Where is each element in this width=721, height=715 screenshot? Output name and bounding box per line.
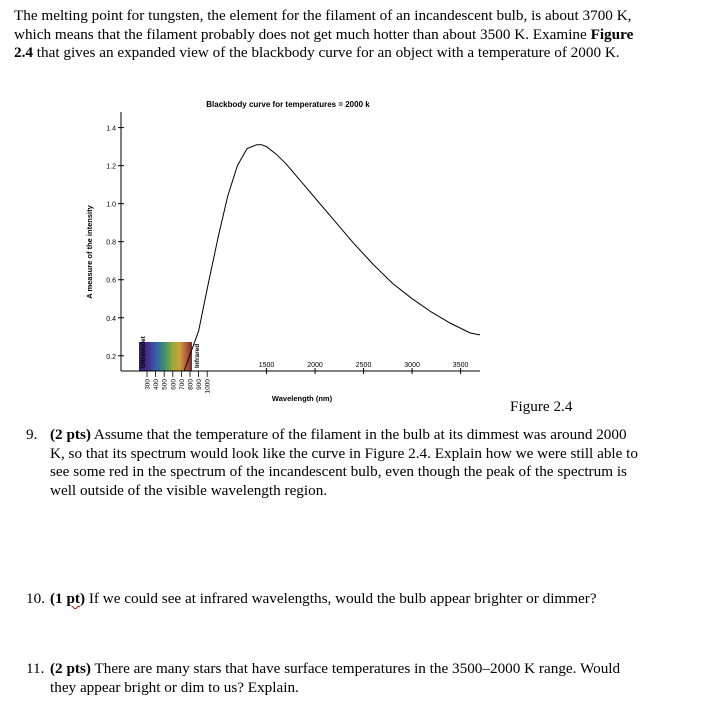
question-points: (2 pts) <box>50 426 91 443</box>
visible-tick-label: 300 <box>144 379 152 390</box>
infrared-label: Infrared <box>194 343 201 368</box>
x-tick-label: 2000 <box>307 362 323 369</box>
question-points: (1 pt) <box>50 590 86 607</box>
ultraviolet-label: Ultraviolet <box>140 336 147 368</box>
blackbody-figure <box>80 92 500 422</box>
visible-tick-label: 1000 <box>204 379 212 394</box>
y-tick-label: 0.2 <box>106 353 116 361</box>
x-tick-label: 3000 <box>404 362 420 369</box>
y-tick-label: 0.6 <box>106 277 116 285</box>
visible-tick-label: 500 <box>161 379 169 390</box>
figure-caption: Figure 2.4 <box>510 398 573 415</box>
visible-tick-label: 800 <box>187 379 195 390</box>
x-axis-title: Wavelength (nm) <box>271 394 333 403</box>
x-tick-label: 1500 <box>258 362 275 369</box>
x-tick-label: 2500 <box>355 362 372 369</box>
y-tick-label: 0.8 <box>106 239 116 247</box>
question-text: Assume that the temperature of the filament in the bulb at its dimmest was around 2000 K, so that its spectrum would look like the curve in Figure 2.4. Explain how we were still able to see some red in the spectrum of the incandescent bulb, even though the peak of the spectrum is well outside of the visible wavelength region. <box>50 426 638 499</box>
intro-text-2: that gives an expanded view of the blackbody curve for an object with a temperature of 2000 K. <box>32 44 620 62</box>
question-text: If we could see at infrared wavelengths, would the bulb appear brighter or dimmer? <box>85 590 597 607</box>
y-tick-label: 0.4 <box>106 315 116 323</box>
blackbody-chart <box>80 92 500 422</box>
y-tick-label: 1.4 <box>106 125 116 133</box>
y-axis-title: A measure of the intensity <box>85 205 94 299</box>
question-number: 10. <box>26 590 45 607</box>
y-tick-label: 1.0 <box>106 201 116 209</box>
intro-paragraph <box>14 7 654 63</box>
visible-tick-label: 600 <box>170 379 178 390</box>
intro-text-1: The melting point for tungsten, the element for the filament of an incandescent bulb, is about 3700 K, which means that the filament probably does not get much hotter than about 3500 K. Examine <box>14 7 632 43</box>
chart-title: Blackbody curve for temperatures = 2000 k <box>206 100 370 109</box>
question-number: 9. <box>26 426 38 443</box>
question-number: 11. <box>26 660 45 677</box>
visible-tick-label: 900 <box>196 379 204 390</box>
question-text: There are many stars that have surface temperatures in the 3500–2000 K range. Would they appear bright or dim to us? Explain. <box>50 660 621 696</box>
y-tick-label: 1.2 <box>106 163 116 171</box>
spelling-flag: pt <box>66 590 80 607</box>
question-points: (2 pts) <box>50 660 91 677</box>
x-tick-label: 3500 <box>452 362 469 369</box>
visible-tick-label: 400 <box>153 379 161 390</box>
figure-reference: Figure 2.4 <box>14 25 634 62</box>
blackbody-curve-2000k <box>184 145 480 371</box>
visible-tick-label: 700 <box>178 379 186 390</box>
